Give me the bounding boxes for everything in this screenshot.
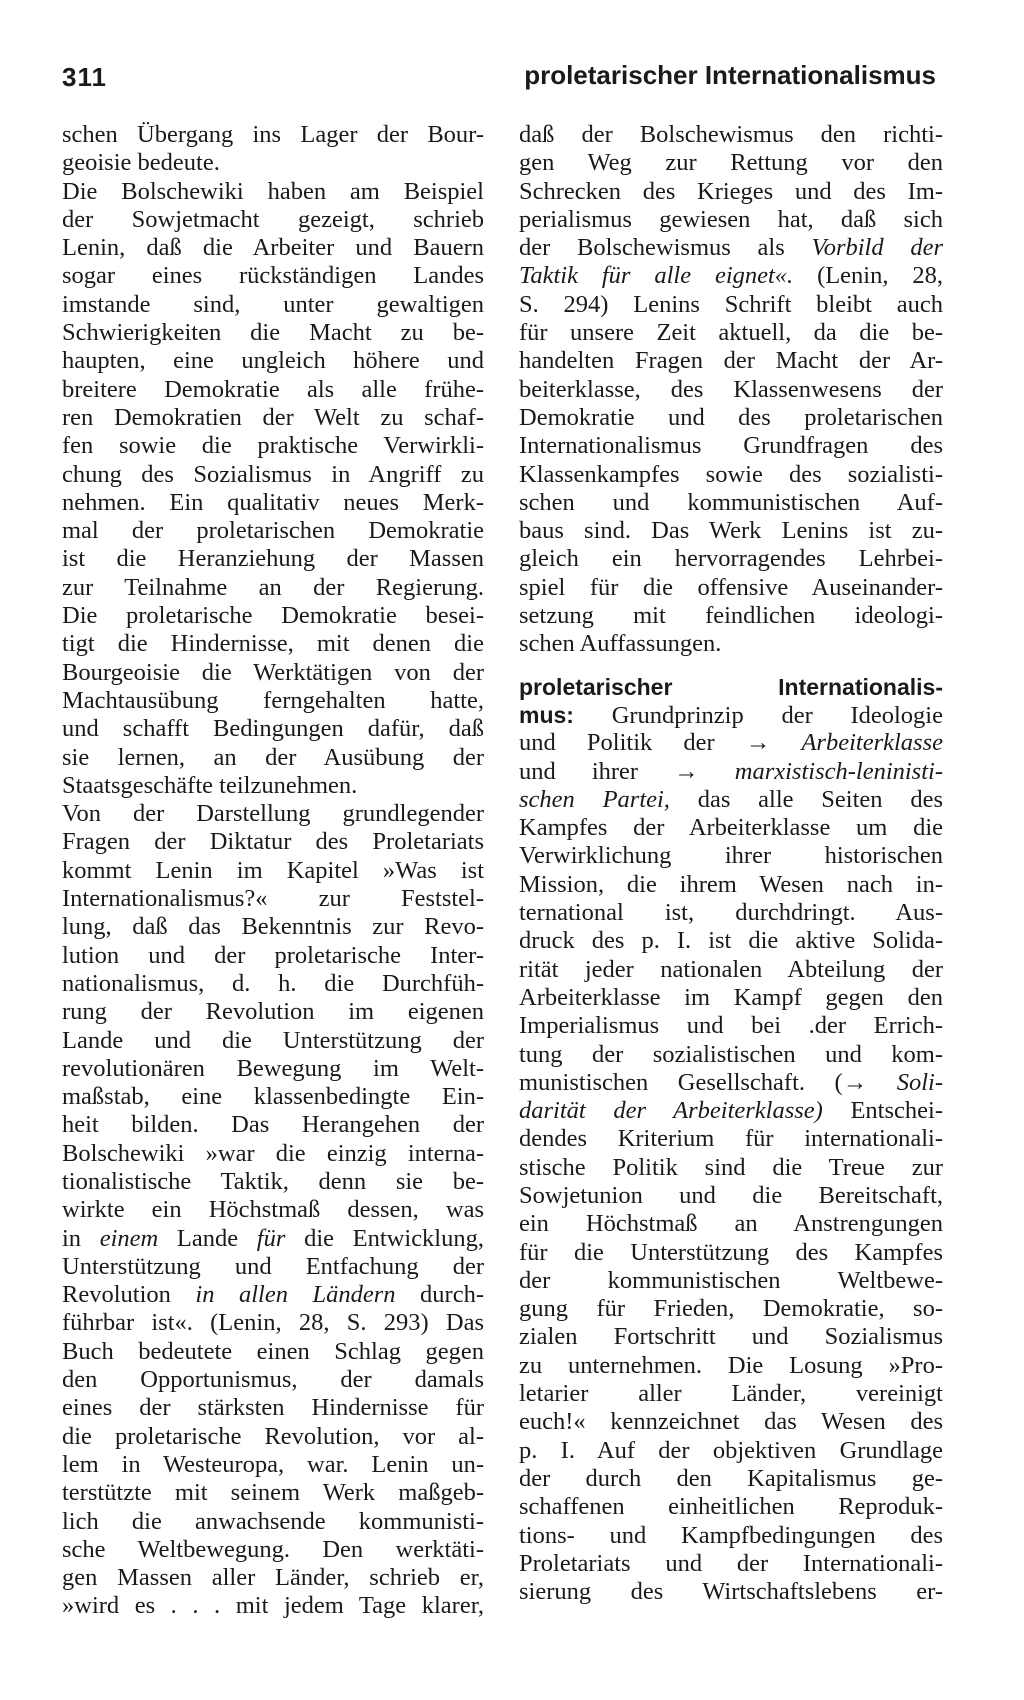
running-head: proletarischer Internationalismus — [524, 60, 936, 90]
text-line: Lande und die Unterstützung der — [62, 1026, 484, 1054]
text-line: Internationalismus Grundfragen des — [519, 432, 943, 460]
left-column — [62, 121, 484, 1621]
entry-spacer — [519, 659, 943, 673]
text-line: darität der Arbeiterklasse) Entschei- — [519, 1097, 943, 1125]
text-line: perialismus gewiesen hat, daß sich — [519, 205, 943, 233]
text-line: gen Massen aller Länder, schrieb er, — [62, 1564, 484, 1592]
text-line: Sowjetunion und die Bereitschaft, — [519, 1181, 943, 1209]
text-line: und ihrer → marxistisch-leninisti- — [519, 757, 943, 785]
cross-reference: Arbeiterklasse — [801, 729, 943, 757]
text-line: S. 294) Lenins Schrift bleibt auch — [519, 290, 943, 318]
text-line: gleich ein hervorragendes Lehrbei- — [519, 545, 943, 573]
text-line: Imperialismus und bei .der Errich- — [519, 1012, 943, 1040]
text-line — [519, 673, 943, 701]
text-line: der durch den Kapitalismus ge- — [519, 1464, 943, 1492]
text-line: stische Politik sind die Treue zur — [519, 1153, 943, 1181]
text-line: spiel für die offensive Auseinander- — [519, 573, 943, 601]
text-line: schen Übergang ins Lager der Bour- — [62, 121, 484, 148]
cross-reference: Soli- — [896, 1068, 943, 1096]
text-line: p. I. Auf der objektiven Grundlage — [519, 1436, 943, 1464]
text-line: setzung mit feindlichen ideologi- — [519, 602, 943, 630]
cross-reference: darität der Arbeiterklasse) — [519, 1097, 823, 1125]
text-line: sie lernen, an der Ausübung der — [62, 743, 484, 771]
text-line: Proletariats und der Internationali- — [519, 1549, 943, 1577]
text-line: tionalistische Taktik, denn sie be- — [62, 1167, 484, 1195]
entry-headword: mus: — [519, 701, 574, 728]
text-line: der Sowjetmacht gezeigt, schrieb — [62, 205, 484, 233]
entry-headword: proletarischer Internationalis- — [519, 673, 943, 700]
text-line: kommt Lenin im Kapitel »Was ist — [62, 856, 484, 884]
text-line: rung der Revolution im eigenen — [62, 998, 484, 1026]
text-line: tigt die Hindernisse, mit denen die — [62, 630, 484, 658]
text-line: chung des Sozialismus in Angriff zu — [62, 460, 484, 488]
text-line: ren Demokratien der Welt zu schaf- — [62, 403, 484, 431]
text-line: Bolschewiki »war die einzig interna- — [62, 1139, 484, 1167]
text-line: Revolution in allen Ländern durch- — [62, 1281, 484, 1309]
text-line: breitere Demokratie als alle frühe- — [62, 375, 484, 403]
text-line: ein Höchstmaß an Anstrengungen — [519, 1210, 943, 1238]
text-line: die proletarische Revolution, vor al- — [62, 1422, 484, 1450]
text-line: Fragen der Diktatur des Proletariats — [62, 828, 484, 856]
text-line: beiterklasse, des Klassenwesens der — [519, 375, 943, 403]
text-line: tions- und Kampfbedingungen des — [519, 1521, 943, 1549]
text-line: zu unternehmen. Die Losung »Pro- — [519, 1351, 943, 1379]
text-line: lem in Westeuropa, war. Lenin un- — [62, 1450, 484, 1478]
text-line: nehmen. Ein qualitativ neues Merk- — [62, 488, 484, 516]
emphasis: einem — [99, 1224, 159, 1252]
text-line: terstützte mit seinem Werk maßgeb- — [62, 1479, 484, 1507]
text-line: letarier aller Länder, vereinigt — [519, 1380, 943, 1408]
right-column — [519, 121, 943, 1606]
text-line: lution und der proletarische Inter- — [62, 941, 484, 969]
text-line: eines der stärksten Hindernisse für — [62, 1394, 484, 1422]
text-line: tung der sozialistischen und kom- — [519, 1040, 943, 1068]
text-line: Bourgeoisie die Werktätigen von der — [62, 658, 484, 686]
text-line: schen und kommunistischen Auf- — [519, 488, 943, 516]
text-line: Klassenkampfes sowie des sozialisti- — [519, 460, 943, 488]
text-line: Lenin, daß die Arbeiter und Bauern — [62, 234, 484, 262]
text-line: der Bolschewismus als Vorbild der — [519, 234, 943, 262]
text-line: Schwierigkeiten die Macht zu be- — [62, 319, 484, 347]
text-line: ist die Heranziehung der Massen — [62, 545, 484, 573]
text-line: geoisie bedeute. — [62, 149, 220, 177]
text-line: Schrecken des Krieges und des Im- — [519, 177, 943, 205]
text-line: mal der proletarischen Demokratie — [62, 517, 484, 545]
text-line: Die proletarische Demokratie besei- — [62, 602, 484, 630]
text-line: imstande sind, unter gewaltigen — [62, 290, 484, 318]
text-line: Taktik für alle eignet«. (Lenin, 28, — [519, 262, 943, 290]
text-line: »wird es . . . mit jedem Tage klarer, — [62, 1592, 484, 1620]
text-line: dendes Kriterium für internationali- — [519, 1125, 943, 1153]
emphasis: Vorbild der — [811, 234, 943, 262]
text-line: rität jeder nationalen Abteilung der — [519, 955, 943, 983]
text-line: Mission, die ihrem Wesen nach in- — [519, 870, 943, 898]
text-line: haupten, eine ungleich höhere und — [62, 347, 484, 375]
text-line: euch!« kennzeichnet das Wesen des — [519, 1408, 943, 1436]
text-line: ternational ist, durchdringt. Aus- — [519, 899, 943, 927]
cross-reference: schen Partei, — [519, 785, 670, 813]
text-line: wirkte ein Höchstmaß dessen, was — [62, 1196, 484, 1224]
text-line: zialen Fortschritt und Sozialismus — [519, 1323, 943, 1351]
text-line: in einem Lande für die Entwicklung, — [62, 1224, 484, 1252]
text-line: schaffenen einheitlichen Reproduk- — [519, 1493, 943, 1521]
text-line: Unterstützung und Entfachung der — [62, 1252, 484, 1280]
emphasis: für — [256, 1224, 286, 1252]
text-line: sogar eines rückständigen Landes — [62, 262, 484, 290]
text-line: Internationalismus?« zur Feststel- — [62, 885, 484, 913]
text-line: gen Weg zur Rettung vor den — [519, 149, 943, 177]
text-line: Die Bolschewiki haben am Beispiel — [62, 177, 484, 205]
text-line: für die Unterstützung des Kampfes — [519, 1238, 943, 1266]
text-line: handelten Fragen der Macht der Ar- — [519, 347, 943, 375]
text-line: Arbeiterklasse im Kampf gegen den — [519, 983, 943, 1011]
text-line: heit bilden. Das Herangehen der — [62, 1111, 484, 1139]
text-line: schen Auffassungen. — [519, 630, 722, 658]
text-line: Kampfes der Arbeiterklasse um die — [519, 814, 943, 842]
text-line: Verwirklichung ihrer historischen — [519, 842, 943, 870]
text-line: der kommunistischen Weltbewe- — [519, 1266, 943, 1294]
text-line: druck des p. I. ist die aktive Solida- — [519, 927, 943, 955]
text-line: maßstab, eine klassenbedingte Ein- — [62, 1083, 484, 1111]
text-line: munistischen Gesellschaft. (→ Soli- — [519, 1068, 943, 1096]
text-line: daß der Bolschewismus den richti- — [519, 121, 943, 148]
text-line: baus sind. Das Werk Lenins ist zu- — [519, 517, 943, 545]
text-line: fen sowie die praktische Verwirkli- — [62, 432, 484, 460]
text-line: Buch bedeutete einen Schlag gegen — [62, 1337, 484, 1365]
text-line: sche Weltbewegung. Den werktäti- — [62, 1535, 484, 1563]
text-line: Machtausübung ferngehalten hatte, — [62, 686, 484, 714]
text-line: den Opportunismus, der damals — [62, 1366, 484, 1394]
text-line: lich die anwachsende kommunisti- — [62, 1507, 484, 1535]
page-number: 311 — [62, 62, 107, 92]
cross-reference: marxistisch-leninisti- — [734, 757, 943, 785]
text-line: für unsere Zeit aktuell, da die be- — [519, 319, 943, 347]
text-line: und Politik der → Arbeiterklasse — [519, 729, 943, 757]
text-line: gung für Frieden, Demokratie, so- — [519, 1295, 943, 1323]
text-line: Staatsgeschäfte teilzunehmen. — [62, 771, 358, 799]
text-line: sierung des Wirtschaftslebens er- — [519, 1578, 943, 1606]
text-line: schen Partei, das alle Seiten des — [519, 785, 943, 813]
text-line: Demokratie und des proletarischen — [519, 403, 943, 431]
text-line: führbar ist«. (Lenin, 28, S. 293) Das — [62, 1309, 484, 1337]
text-line: zur Teilnahme an der Regierung. — [62, 573, 484, 601]
text-line: mus: Grundprinzip der Ideologie — [519, 701, 943, 729]
emphasis: Taktik für alle eignet«. — [519, 262, 794, 290]
text-line: revolutionären Bewegung im Welt- — [62, 1054, 484, 1082]
text-line: lung, daß das Bekenntnis zur Revo- — [62, 913, 484, 941]
text-line: Von der Darstellung grundlegender — [62, 800, 484, 828]
emphasis: in allen Ländern — [195, 1281, 396, 1309]
text-line: und schafft Bedingungen dafür, daß — [62, 715, 484, 743]
text-line: nationalismus, d. h. die Durchfüh- — [62, 969, 484, 997]
